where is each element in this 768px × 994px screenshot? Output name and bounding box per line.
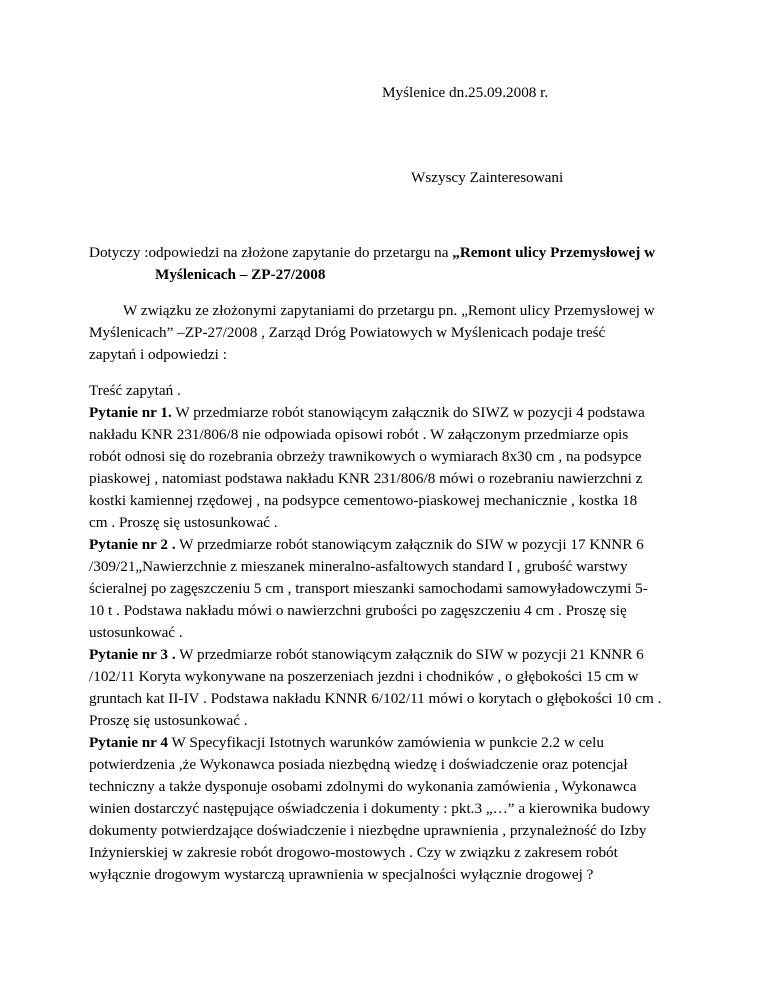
question-2-text: W przedmiarze robót stanowiącym załącznik do SIW w pozycji 17 KNNR 6 xyxy=(175,536,644,553)
question-1-label: Pytanie nr 1. xyxy=(89,404,172,421)
subject-title-part-2: Myślenicach – ZP-27/2008 xyxy=(155,266,326,283)
question-2-line: ustosunkować . xyxy=(89,624,183,641)
question-2-line xyxy=(89,534,729,556)
question-3-line xyxy=(89,644,729,666)
question-3-label: Pytanie nr 3 . xyxy=(89,646,176,663)
subject-prefix: Dotyczy :odpowiedzi na złożone zapytanie do przetargu na xyxy=(89,244,453,261)
subject-title-part-1: „Remont ulicy Przemysłowej w xyxy=(452,244,656,261)
question-2-label: Pytanie nr 2 . xyxy=(89,536,176,553)
question-3-line: /102/11 Koryta wykonywane na poszerzeniach jezdni i chodników , o głębokości 15 cm w xyxy=(89,668,639,685)
question-4-line: techniczny a także dysponuje osobami zdolnymi do wykonania zamówienia , Wykonawca xyxy=(89,778,637,795)
question-4-line: dokumenty potwierdzające doświadczenie i niezbędne uprawnienia , przynależność do Izby xyxy=(89,822,647,839)
question-3-text: W przedmiarze robót stanowiącym załącznik do SIW w pozycji 21 KNNR 6 xyxy=(175,646,644,663)
question-3-line: gruntach kat II-IV . Podstawa nakładu KNNR 6/102/11 mówi o korytach o głębokości 10 cm . xyxy=(89,690,662,707)
question-2-line: 10 t . Podstawa nakładu mówi o nawierzchni grubości po zagęszczeniu 4 cm . Proszę się xyxy=(89,602,627,619)
questions-heading: Treść zapytań . xyxy=(89,382,181,399)
question-1-text: W przedmiarze robót stanowiącym załącznik do SIWZ w pozycji 4 podstawa xyxy=(171,404,645,421)
question-1-line xyxy=(89,402,729,424)
intro-line: Myślenicach” –ZP-27/2008 , Zarząd Dróg Powiatowych w Myślenicach podaje treść xyxy=(89,324,606,341)
question-3-line: Proszę się ustosunkować . xyxy=(89,712,248,729)
question-4-line: potwierdzenia ,że Wykonawca posiada niezbędną wiedzę i doświadczenie oraz potencjał xyxy=(89,756,628,773)
question-1-line: kostki kamiennej rzędowej , na podsypce cementowo-piaskowej mechanicznie , kostka 18 xyxy=(89,492,638,509)
subject-line-2 xyxy=(155,264,325,286)
questions-section xyxy=(89,380,729,886)
addressee: Wszyscy Zainteresowani xyxy=(411,169,564,186)
question-4-line: winien dostarczyć następujące oświadczenia i dokumenty : pkt.3 „…” a kierownika budowy xyxy=(89,800,650,817)
question-4-line xyxy=(89,732,729,754)
question-1-line: robót odnosi się do rozebrania obrzeży trawnikowych o wymiarach 8x30 cm , na podsypce xyxy=(89,448,642,465)
intro-line: zapytań i odpowiedzi : xyxy=(89,346,227,363)
date-line: Myślenice dn.25.09.2008 r. xyxy=(382,84,549,101)
question-4-line: wyłącznie drogowym wystarczą uprawnienia w specjalności wyłącznie drogowej ? xyxy=(89,866,594,883)
intro-paragraph xyxy=(89,300,729,366)
question-1-line: piaskowej , natomiast podstawa nakładu KNR 231/806/8 mówi o rozebraniu nawierzchni z xyxy=(89,470,643,487)
question-4-text: W Specyfikacji Istotnych warunków zamówienia w punkcie 2.2 w celu xyxy=(168,734,604,751)
intro-line: W związku ze złożonymi zapytaniami do przetargu pn. „Remont ulicy Przemysłowej w xyxy=(123,302,655,319)
subject-line xyxy=(89,242,655,264)
question-2-line: ścieralnej po zagęszczeniu 5 cm , transport mieszanki samochodami samowyładowczymi 5- xyxy=(89,580,648,597)
question-1-line: nakładu KNR 231/806/8 nie odpowiada opisowi robót . W załączonym przedmiarze opis xyxy=(89,426,629,443)
question-1-line: cm . Proszę się ustosunkować . xyxy=(89,514,278,531)
question-4-label: Pytanie nr 4 xyxy=(89,734,169,751)
question-2-line: /309/21„Nawierzchnie z mieszanek mineralno-asfaltowych standard I , grubość warstwy xyxy=(89,558,628,575)
question-4-line: Inżynierskiej w zakresie robót drogowo-mostowych . Czy w związku z zakresem robót xyxy=(89,844,618,861)
